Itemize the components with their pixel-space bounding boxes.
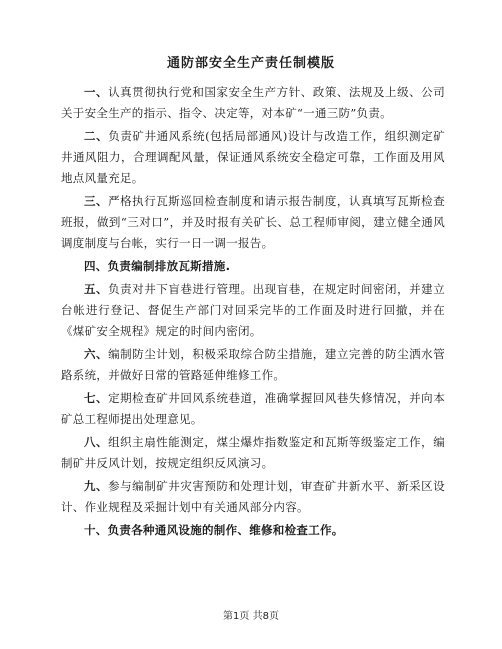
item-number: 五、	[84, 282, 109, 296]
item-number: 三、	[84, 194, 109, 208]
paragraph-6	[61, 344, 445, 386]
item-text: 认真贯彻执行党和国家安全生产方针、政策、法规及上级、公司关于安全生产的指示、指令、决定等，对本矿“一通三防”负责。	[61, 85, 445, 120]
document-body	[61, 82, 445, 543]
item-text: 负责矿井通风系统(包括局部通风)设计与改造工作，组织测定矿井通风阻力，合理调配风量，保证通风系统安全稳定可靠，工作面及用风地点风量充足。	[61, 129, 445, 185]
item-text: 定期检查矿井回风系统巷道，准确掌握回风巷失修情况，并向本矿总工程师提出处理意见。	[61, 391, 445, 426]
paragraph-2	[61, 126, 445, 189]
item-number: 二、	[84, 129, 109, 143]
item-number: 八、	[84, 435, 109, 449]
paragraph-10	[61, 520, 445, 541]
paragraph-1	[61, 82, 445, 124]
page-footer: 第1页 共8页	[223, 611, 279, 622]
paragraph-4	[61, 256, 445, 277]
item-number: 七、	[84, 391, 109, 405]
item-text: 负责各种通风设施的制作、维修和检查工作。	[107, 523, 344, 537]
item-number: 一、	[84, 85, 109, 99]
item-number: 十、	[84, 523, 108, 537]
paragraph-3	[61, 191, 445, 254]
document-title: 通防部安全生产责任制模版	[166, 56, 335, 71]
paragraph-5	[61, 279, 445, 342]
item-text: 组织主扇性能测定，煤尘爆炸指数鉴定和瓦斯等级鉴定工作，编制矿井反风计划，按规定组织反风演习。	[61, 435, 445, 470]
paragraph-7	[61, 388, 445, 430]
item-text: 负责编制排放瓦斯措施.	[107, 259, 231, 273]
paragraph-9	[61, 476, 445, 518]
item-text: 参与编制矿井灾害预防和处理计划，审查矿井新水平、新采区设计、作业规程及采掘计划中有关通风部分内容。	[61, 479, 445, 514]
item-text: 编制防尘计划，积极采取综合防尘措施，建立完善的防尘洒水管路系统，并做好日常的管路延伸维修工作。	[61, 347, 445, 382]
item-number: 六、	[84, 347, 109, 361]
item-number: 四、	[84, 259, 108, 273]
item-text: 负责对井下盲巷进行管理。出现盲巷，在规定时间密闭，并建立台帐进行登记、督促生产部门对回采完毕的工作面及时进行回撤，并在《煤矿安全规程》规定的时间内密闭。	[61, 282, 445, 338]
paragraph-8	[61, 432, 445, 474]
item-text: 严格执行瓦斯巡回检查制度和请示报告制度，认真填写瓦斯检查班报，做到“三对口”，并及时报有关矿长、总工程师审阅，建立健全通风调度制度与台帐，实行一日一调一报告。	[61, 194, 445, 250]
item-number: 九、	[84, 479, 109, 493]
